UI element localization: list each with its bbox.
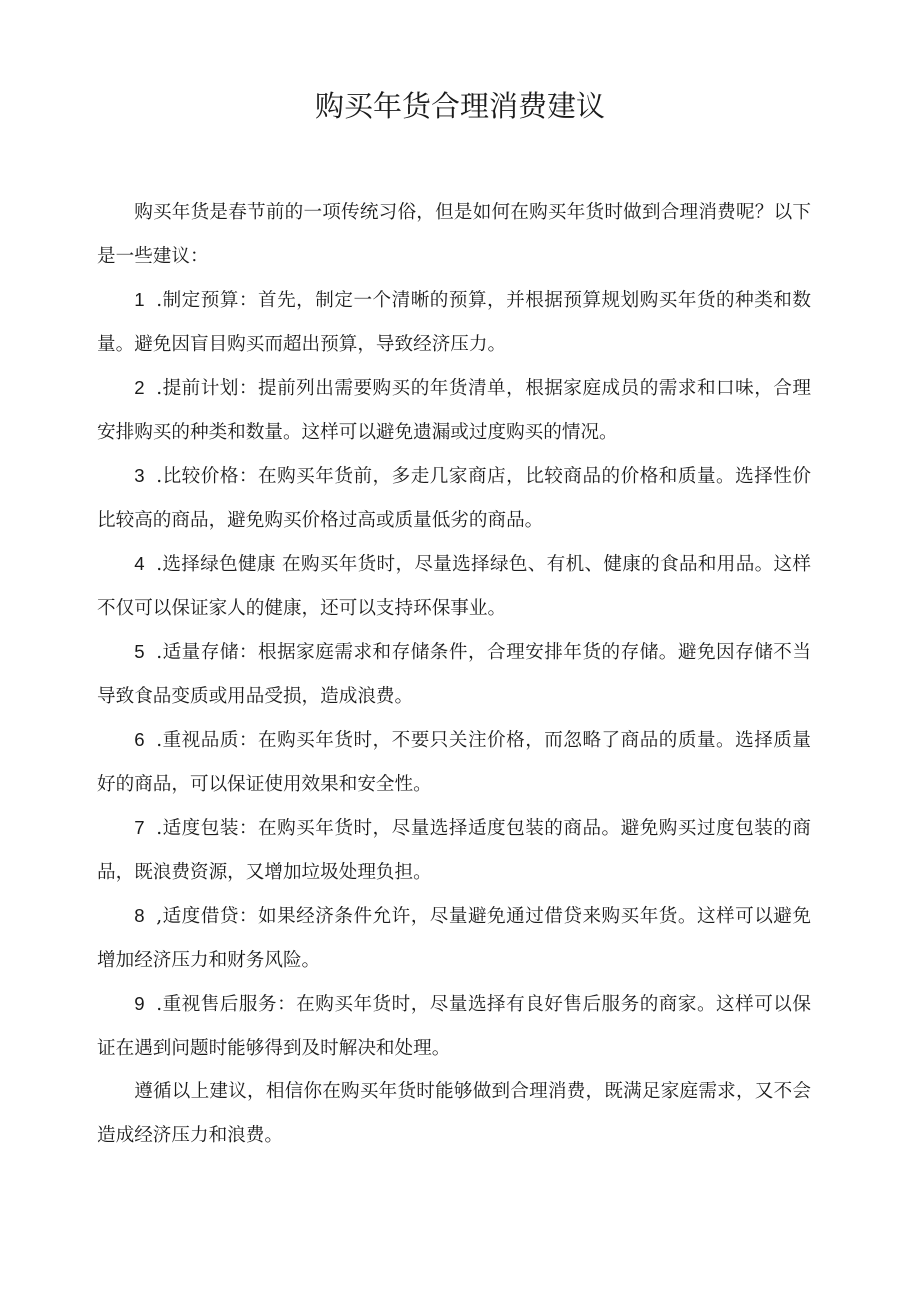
item-number: 1 [134,289,145,310]
suggestion-item-8 [97,894,811,982]
suggestion-item-9 [97,982,811,1070]
item-number: 9 [134,993,145,1014]
document-body [97,191,811,1157]
item-text: .制定预算：首先，制定一个清晰的预算，并根据预算规划购买年货的种类和数量。避免因盲目购买而超出预算，导致经济压力。 [97,290,811,355]
item-number: 4 [134,553,145,574]
suggestion-item-3 [97,454,811,542]
intro-paragraph: 购买年货是春节前的一项传统习俗，但是如何在购买年货时做到合理消费呢？以下是一些建议： [97,202,811,267]
item-text: ,适度借贷：如果经济条件允许，尽量避免通过借贷来购买年货。这样可以避免增加经济压力和财务风险。 [97,906,811,971]
item-text: .重视品质：在购买年货时，不要只关注价格，而忽略了商品的质量。选择质量好的商品，可以保证使用效果和安全性。 [97,730,811,795]
suggestion-item-7 [97,806,811,894]
item-text: .重视售后服务：在购买年货时，尽量选择有良好售后服务的商家。这样可以保证在遇到问题时能够得到及时解决和处理。 [97,994,811,1059]
item-text: .适量存储：根据家庭需求和存储条件，合理安排年货的存储。避免因存储不当导致食品变质或用品受损，造成浪费。 [97,642,811,707]
item-text: .适度包装：在购买年货时，尽量选择适度包装的商品。避免购买过度包装的商品，既浪费资源，又增加垃圾处理负担。 [97,818,811,883]
item-number: 6 [134,729,145,750]
item-number: 2 [134,377,145,398]
suggestion-item-6 [97,718,811,806]
item-text: .选择绿色健康 在购买年货时，尽量选择绿色、有机、健康的食品和用品。这样不仅可以保证家人的健康，还可以支持环保事业。 [97,554,811,619]
item-number: 7 [134,817,145,838]
item-text: .比较价格：在购买年货前，多走几家商店，比较商品的价格和质量。选择性价比较高的商品，避免购买价格过高或质量低劣的商品。 [97,466,811,531]
item-text: .提前计划：提前列出需要购买的年货清单，根据家庭成员的需求和口味，合理安排购买的种类和数量。这样可以避免遗漏或过度购买的情况。 [97,378,811,443]
suggestion-item-2 [97,366,811,454]
item-number: 5 [134,641,145,662]
item-number: 3 [134,465,145,486]
suggestion-item-1 [97,278,811,366]
item-number: 8 [134,905,145,926]
suggestion-item-5 [97,630,811,718]
conclusion-paragraph: 遵循以上建议，相信你在购买年货时能够做到合理消费，既满足家庭需求，又不会造成经济压力和浪费。 [97,1081,811,1146]
suggestion-item-4 [97,542,811,630]
document-title: 购买年货合理消费建议 [314,89,605,123]
